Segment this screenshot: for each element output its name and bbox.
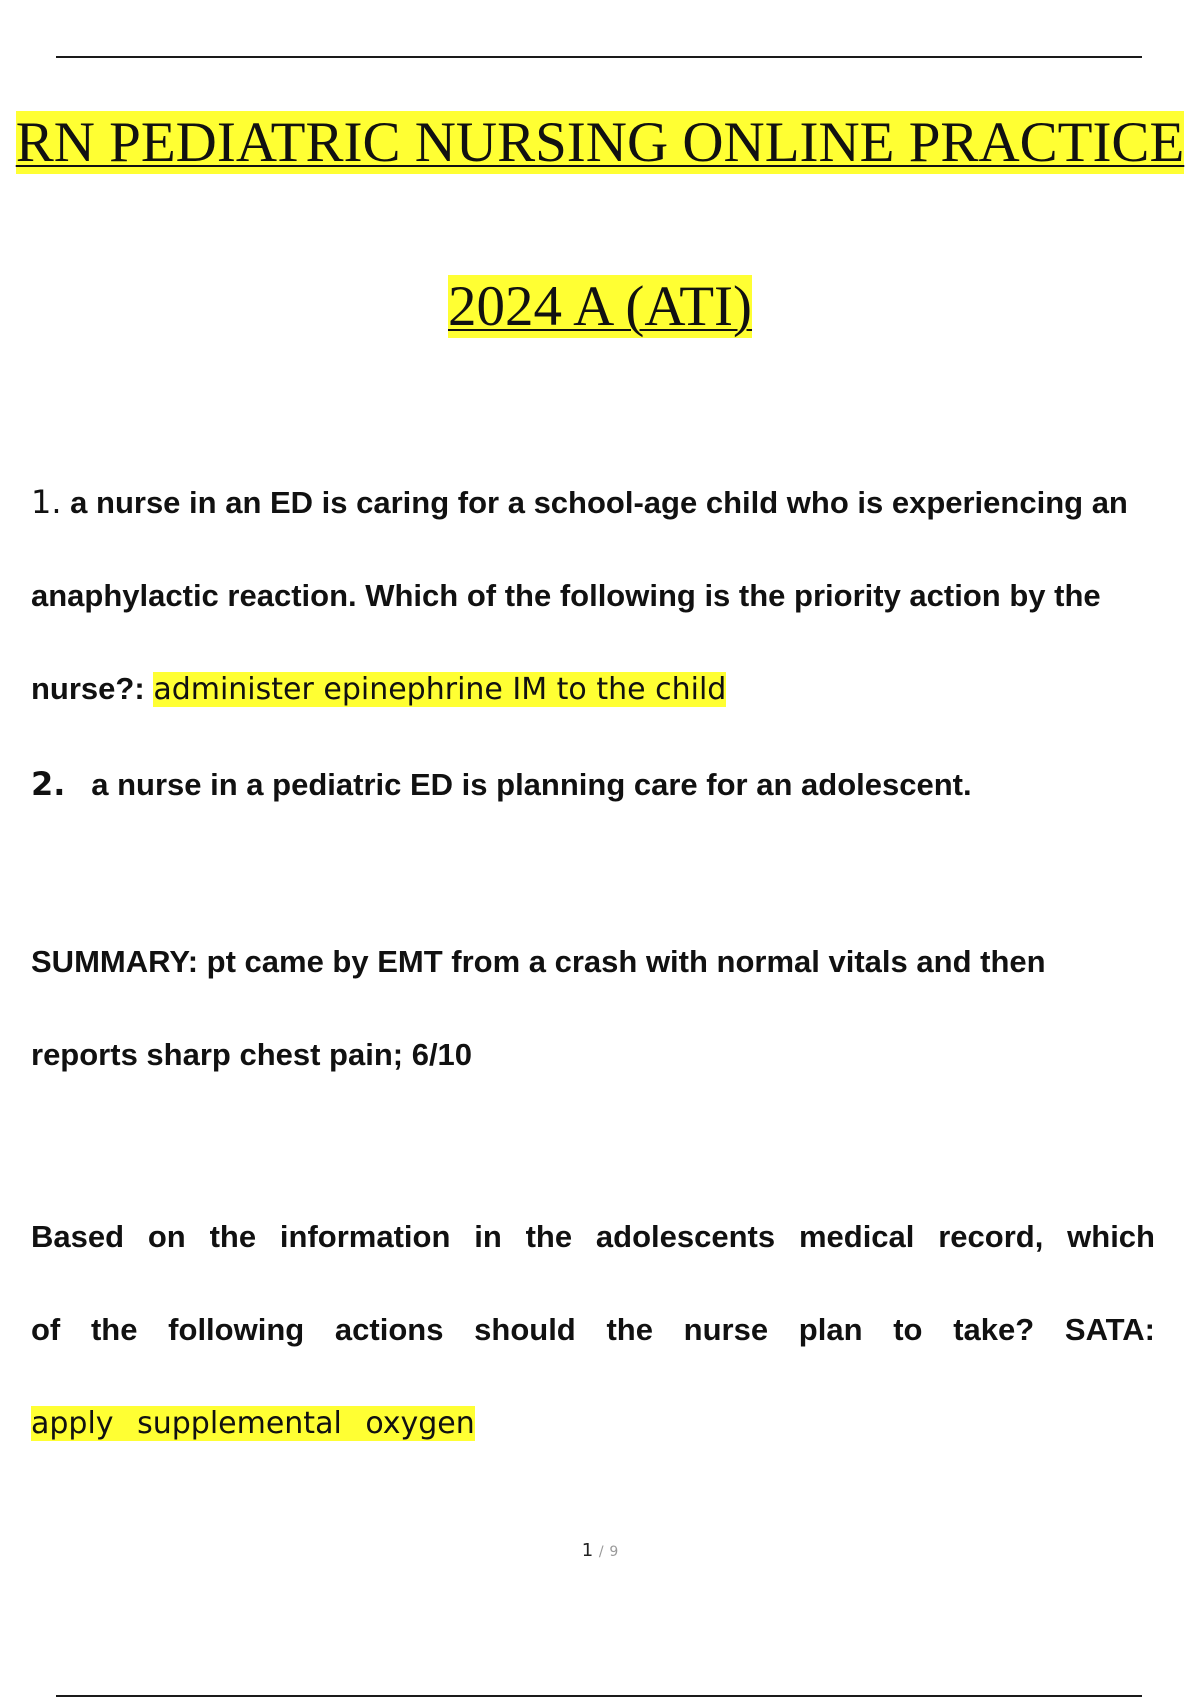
question-1-text: a nurse in an ED is caring for a school-age child who is experiencing an anaphylactic reaction. Which of the following is the priority action by the nurse?: xyxy=(31,485,1128,706)
bottom-rule xyxy=(56,1695,1142,1697)
title-highlight-2: 2024 A (ATI) xyxy=(448,275,752,338)
title-highlight-1: RN PEDIATRIC NURSING ONLINE PRACTICE xyxy=(15,111,1185,174)
question-2-prompt: Based on the information in the adolescents medical record, which of the following actions should the nurse plan to take? SATA: xyxy=(31,1219,1155,1347)
question-2-prompt-block xyxy=(31,1190,1155,1470)
question-2-number-label: 2. xyxy=(31,765,66,803)
page-separator: / xyxy=(598,1544,604,1560)
question-1-answer: administer epinephrine IM to the child xyxy=(153,672,727,707)
question-2 xyxy=(31,738,1155,831)
page-indicator xyxy=(0,1540,1200,1561)
document-title-line-2 xyxy=(0,274,1200,340)
question-2-answer: apply supplemental oxygen xyxy=(31,1406,475,1441)
question-2-summary: SUMMARY: pt came by EMT from a crash with normal vitals and then reports sharp chest pain; 6/10 xyxy=(31,944,1046,1072)
question-1 xyxy=(31,456,1155,736)
page-total: 9 xyxy=(609,1544,619,1560)
page-current: 1 xyxy=(581,1540,594,1561)
document-title-line-1 xyxy=(0,110,1200,176)
top-rule xyxy=(56,56,1142,58)
question-1-number: 1. xyxy=(31,483,62,521)
question-2-text: a nurse in a pediatric ED is planning care for an adolescent. xyxy=(91,767,972,802)
